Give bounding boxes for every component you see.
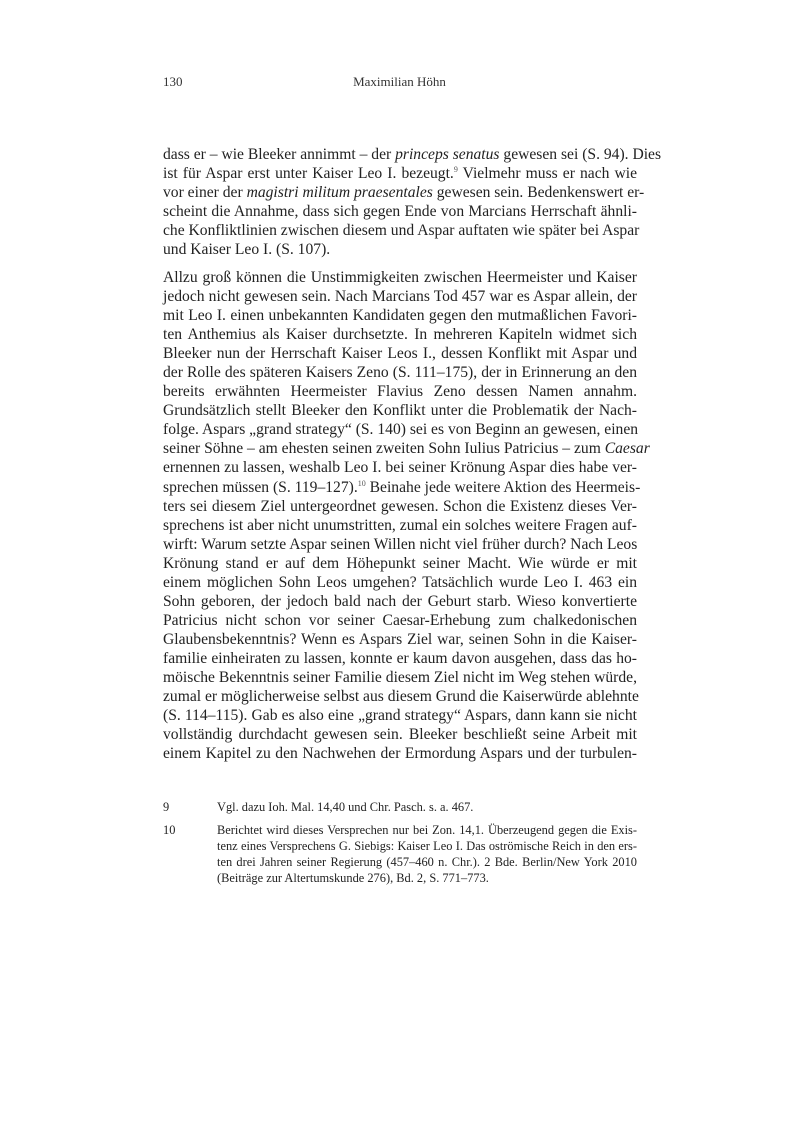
footnote-line: ten drei Jahren seiner Regierung (457–460 n. Chr.). 2 Bde. Berlin/New York 2010 <box>217 855 637 869</box>
text-line <box>163 516 637 535</box>
text-line <box>163 363 637 382</box>
text-line <box>163 145 662 164</box>
text-span: sprechens ist aber nicht unumstritten, zumal ein solches weitere Fragen auf- <box>163 516 637 534</box>
text-span: scheint die Annahme, dass sich gegen Ende von Marcians Herrschaft ähnli- <box>163 203 637 221</box>
text-line <box>163 478 641 497</box>
text-span: folge. Aspars „grand strategy“ (S. 140) sei es von Beginn an gewesen, einen <box>163 421 639 439</box>
text-span: zumal er möglicherweise selbst aus diesem Grund die Kaiserwürde ablehnte <box>163 688 639 706</box>
text-span: Allzu groß können die Unstimmigkeiten zwischen Heermeister und Kaiser <box>163 269 637 286</box>
footnote-line: Berichtet wird dieses Versprechen nur bei Zon. 14,1. Überzeugend gegen die Exis- <box>217 823 637 837</box>
running-head: Maximilian Höhn <box>353 74 446 89</box>
footnote <box>163 822 637 886</box>
text-span: mit Leo I. einen unbekannten Kandidaten gegen den mutmaßlichen Favori- <box>163 307 637 325</box>
footnote <box>163 799 637 815</box>
footnote-number: 9 <box>163 800 170 814</box>
paragraph <box>163 268 650 763</box>
text-span: sprechen müssen (S. 119–127). <box>163 478 358 496</box>
text-span: wirft: Warum setzte Aspar seinen Willen nicht viel früher durch? Nach Leos <box>163 535 638 553</box>
text-line <box>163 164 637 183</box>
text-line <box>163 268 637 287</box>
text-span: familie einheiraten zu lassen, konnte er kaum davon ausgehen, dass das ho- <box>163 649 637 667</box>
text-line <box>163 630 637 649</box>
text-line <box>163 306 637 325</box>
text-span: che Konfliktlinien zwischen diesem und Aspar auftaten wie später bei Aspar <box>163 222 640 240</box>
footnote-text <box>217 799 637 815</box>
text-span: bereits erwähnten Heermeister Flavius Zeno dessen Namen annahm. <box>163 383 637 401</box>
footnote-number: 10 <box>163 823 176 837</box>
text-span: gewesen sein. Bedenkenswert er- <box>432 184 645 202</box>
text-span: und Kaiser Leo I. (S. 107). <box>163 241 331 259</box>
italic-term: magistri militum praesentales <box>246 184 433 202</box>
paragraph <box>163 145 662 259</box>
footnote-line: Vgl. dazu Ioh. Mal. 14,40 und Chr. Pasch. s. a. 467. <box>217 800 474 814</box>
text-line <box>163 573 637 592</box>
text-line <box>163 420 637 439</box>
text-span: gewesen sei (S. 94). Dies <box>499 146 662 163</box>
text-span: Patricius nicht schon vor seiner Caesar-Erhebung zum chalkedonischen <box>163 611 637 629</box>
text-span: ten Anthemius als Kaiser durchsetzte. In mehreren Kapiteln widmet sich <box>163 326 637 344</box>
text-span: der Rolle des späteren Kaisers Zeno (S. 111–175), der in Erinnerung an den <box>163 364 637 382</box>
text-span: einem möglichen Sohn Leos umgehen? Tatsächlich wurde Leo I. 463 ein <box>163 573 637 591</box>
text-line <box>163 668 637 687</box>
italic-term: Caesar <box>604 440 650 458</box>
text-line <box>163 401 637 420</box>
text-line <box>163 744 637 763</box>
text-span: Vielmehr muss er nach wie <box>457 165 637 183</box>
text-span: ters sei diesem Ziel untergeordnet gewesen. Schon die Existenz dieses Ver- <box>163 497 637 515</box>
text-line <box>163 240 637 259</box>
text-line <box>163 221 640 240</box>
text-span: möische Bekenntnis seiner Familie diesem Ziel nicht im Weg stehen würde, <box>163 668 637 686</box>
text-span: jedoch nicht gewesen sein. Nach Marcians Tod 457 war es Aspar allein, der <box>163 288 637 306</box>
text-line <box>163 535 637 554</box>
text-span: Beinahe jede weitere Aktion des Heermeis- <box>365 478 641 496</box>
page-number: 130 <box>163 74 183 89</box>
text-span: vor einer der <box>163 184 247 202</box>
text-span: Grundsätzlich stellt Bleeker den Konflikt unter die Problematik der Nach- <box>163 402 637 420</box>
text-span: einem Kapitel zu den Nachwehen der Ermordung Aspars und der turbulen- <box>163 745 637 763</box>
footnote-text <box>217 822 637 886</box>
text-line <box>163 202 637 221</box>
text-span: ist für Aspar erst unter Kaiser Leo I. bezeugt. <box>163 165 454 183</box>
text-line <box>163 725 637 744</box>
text-span: dass er – wie Bleeker annimmt – der <box>163 146 396 163</box>
text-line <box>163 611 637 630</box>
text-line <box>163 687 637 706</box>
text-line <box>163 287 637 306</box>
text-span: seiner Söhne – am ehesten seinen zweiten Sohn Iulius Patricius – zum <box>163 440 605 458</box>
footnote-reference[interactable]: 9 <box>453 165 458 175</box>
italic-term: princeps senatus <box>395 146 500 163</box>
text-span: Krönung stand er auf dem Höhepunkt seiner Macht. Wie würde er mit <box>163 554 637 572</box>
text-line <box>163 592 637 611</box>
text-span: (S. 114–115). Gab es also eine „grand strategy“ Aspars, dann kann sie nicht <box>163 707 637 725</box>
footnote-line: (Beiträge zur Altertumskunde 276), Bd. 2, S. 771–773. <box>217 871 489 885</box>
footnotes <box>163 799 637 893</box>
text-line <box>163 554 637 573</box>
text-line <box>163 439 650 458</box>
text-line <box>163 183 645 202</box>
text-line <box>163 458 637 477</box>
text-span: Bleeker nun der Herrschaft Kaiser Leos I., dessen Konflikt mit Aspar und <box>163 345 637 363</box>
text-span: vollständig durchdacht gewesen sein. Bleeker beschließt seine Arbeit mit <box>163 726 637 744</box>
footnote-line: tenz eines Versprechens G. Siebigs: Kaiser Leo I. Das oströmische Reich in den ers- <box>217 839 637 853</box>
text-line <box>163 497 637 516</box>
text-span: Sohn geboren, der jedoch bald nach der Geburt starb. Wieso konvertierte <box>163 592 637 610</box>
text-line <box>163 344 637 363</box>
text-line <box>163 325 637 344</box>
text-line <box>163 382 637 401</box>
text-span: Glaubensbekenntnis? Wenn es Aspars Ziel war, seinen Sohn in die Kaiser- <box>163 630 637 648</box>
text-span: ernennen zu lassen, weshalb Leo I. bei seiner Krönung Aspar dies habe ver- <box>163 459 637 477</box>
text-line <box>163 706 637 725</box>
footnote-reference[interactable]: 10 <box>357 478 366 488</box>
text-line <box>163 649 637 668</box>
